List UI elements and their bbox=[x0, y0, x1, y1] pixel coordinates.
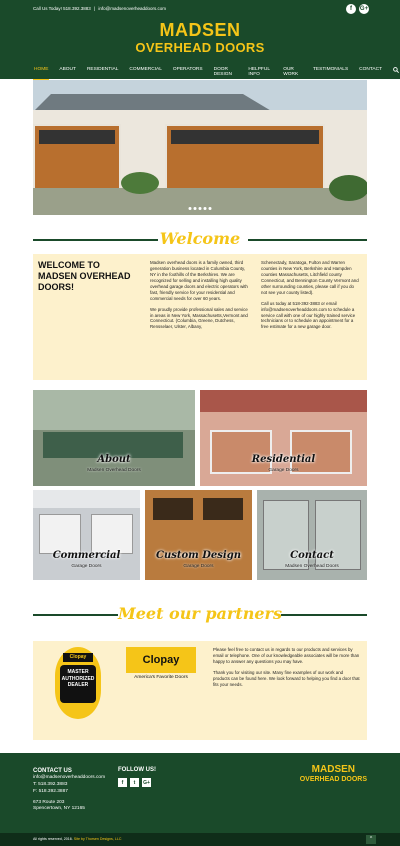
site-logo[interactable] bbox=[0, 21, 400, 54]
email-link[interactable]: info@madsenoverheaddoors.com bbox=[98, 6, 167, 11]
facebook-icon[interactable]: f bbox=[118, 778, 127, 787]
hero-bush-right bbox=[329, 175, 367, 201]
logo-line2: OVERHEAD DOORS bbox=[135, 40, 265, 55]
footer-contact-title: CONTACT US bbox=[33, 768, 72, 774]
copyright: All rights reserved, 2016. bbox=[33, 837, 73, 841]
footer-fax: F: 518.392.3887 bbox=[33, 788, 68, 794]
hero-slider[interactable] bbox=[33, 80, 367, 215]
tile-custom-design[interactable] bbox=[145, 490, 252, 580]
search-icon[interactable] bbox=[392, 67, 400, 80]
tile-residential-subtitle: Garage Doors bbox=[268, 468, 299, 473]
tile-residential-title: Residential bbox=[251, 454, 316, 465]
footer-email[interactable]: info@madsenoverheaddoors.com bbox=[33, 775, 106, 781]
main-nav bbox=[33, 67, 400, 80]
welcome-section bbox=[33, 254, 367, 380]
hero-bush bbox=[121, 172, 159, 194]
tile-custom-design-subtitle: Garage Doors bbox=[183, 564, 214, 569]
footer-social-icons bbox=[118, 778, 156, 787]
twitter-icon[interactable]: t bbox=[130, 778, 139, 787]
nav-contact[interactable]: CONTACT bbox=[359, 67, 382, 72]
welcome-paragraph: Madsen overhead doors is a family owned, third generation business located in Columbia County, NY in the foothills of the Berkshires. We are recognized for selling and installing high quality overhead garage doors and electric operators with fast, friendly service for your residential and commercial needs for over 60 years. bbox=[150, 260, 248, 301]
welcome-col-1 bbox=[150, 260, 250, 335]
tile-about-title: About bbox=[97, 454, 131, 465]
nav-testimonials[interactable]: TESTIMONIALS bbox=[312, 67, 349, 72]
partners-paragraph: Thank you for visiting our site. Many fine examples of our work and products can be found here. We look forward to helping you find a door that fits your needs. bbox=[213, 669, 360, 687]
footer-street: 673 Route 203 bbox=[33, 799, 65, 805]
welcome-col-2 bbox=[261, 260, 361, 335]
welcome-heading bbox=[33, 229, 367, 251]
tile-residential[interactable] bbox=[200, 390, 367, 486]
welcome-title: WELCOME TO MADSEN OVERHEAD DOORS! bbox=[38, 260, 131, 292]
site-footer bbox=[0, 753, 400, 833]
call-text: Call Us Today! 518.392.3883 bbox=[33, 6, 91, 11]
nav-residential[interactable]: RESIDENTIAL bbox=[86, 67, 119, 72]
tile-commercial-subtitle: Garage Doors bbox=[71, 564, 102, 569]
partners-text bbox=[213, 647, 361, 693]
nav-about[interactable]: ABOUT bbox=[59, 67, 76, 72]
copyright-text bbox=[33, 837, 121, 841]
footer-city: Spencertown, NY 12165 bbox=[33, 806, 85, 812]
badge-line2: AUTHORIZED bbox=[61, 675, 95, 682]
nav-operators[interactable]: OPERATORS bbox=[172, 67, 203, 72]
tile-about-subtitle: Madsen Overhead Doors bbox=[87, 468, 141, 473]
footer-contact bbox=[33, 767, 105, 813]
welcome-paragraph: We proudly provide professional sales and service in areas in New York, Massachusetts,Vermont and Connecticut. (Columbia, Greene, Dutchess, Rensselaer, Ulster, Albany, bbox=[150, 306, 248, 330]
site-header bbox=[0, 0, 400, 79]
partners-heading-text: Meet our partners bbox=[118, 604, 282, 623]
hero-garage-door-left bbox=[33, 124, 121, 190]
google-plus-icon[interactable]: G+ bbox=[143, 779, 150, 786]
hero-ground bbox=[33, 188, 367, 215]
slider-dot[interactable] bbox=[189, 207, 192, 210]
copyright-bar bbox=[0, 833, 400, 846]
footer-follow bbox=[118, 767, 156, 787]
slider-dot[interactable] bbox=[204, 207, 207, 210]
footer-logo-line1: MADSEN bbox=[311, 764, 356, 775]
tile-contact[interactable] bbox=[257, 490, 367, 580]
slider-dots[interactable] bbox=[189, 207, 212, 210]
slider-dot[interactable] bbox=[199, 207, 202, 210]
badge-brand: Clopay bbox=[63, 653, 93, 662]
slider-dot[interactable] bbox=[194, 207, 197, 210]
welcome-heading-text: Welcome bbox=[159, 229, 241, 248]
partners-paragraph: Please feel free to contact us in regards to our products and services by email or telephone. One of our knowledgeable associates will be more than happy to answer any questions you may have. bbox=[213, 647, 360, 664]
tile-contact-title: Contact bbox=[290, 550, 334, 561]
footer-follow-title: FOLLOW US! bbox=[118, 767, 156, 773]
back-to-top-button[interactable]: ^ bbox=[366, 835, 376, 844]
clopay-tagline: America's Favorite Doors bbox=[134, 675, 188, 680]
tile-contact-subtitle: Madsen Overhead Doors bbox=[285, 564, 339, 569]
badge-line1: MASTER bbox=[67, 669, 89, 675]
footer-logo[interactable] bbox=[300, 765, 367, 783]
tile-commercial[interactable] bbox=[33, 490, 140, 580]
nav-home[interactable]: HOME bbox=[33, 67, 49, 80]
facebook-icon[interactable]: f bbox=[346, 4, 356, 14]
tile-commercial-title: Commercial bbox=[52, 550, 121, 561]
nav-our-work[interactable]: OUR WORK bbox=[283, 67, 299, 77]
clopay-dealer-badge[interactable] bbox=[55, 647, 101, 719]
partners-heading bbox=[33, 604, 367, 626]
badge-inner bbox=[60, 665, 96, 703]
google-plus-icon[interactable]: G+ bbox=[359, 6, 369, 12]
footer-phone: T: 518.392.3883 bbox=[33, 782, 68, 788]
designer-credit-link[interactable]: Site by Thorsen Designs, LLC bbox=[73, 837, 122, 841]
social-links-top bbox=[346, 4, 369, 14]
tile-about[interactable] bbox=[33, 390, 195, 486]
nav-door-design[interactable]: DOOR DESIGN bbox=[213, 67, 233, 77]
topbar-separator: | bbox=[93, 6, 96, 11]
nav-helpful-info[interactable]: HELPFUL INFO bbox=[248, 67, 270, 77]
clopay-logo[interactable] bbox=[126, 647, 196, 681]
welcome-paragraph: Schenectady, Saratoga, Fulton and Warren counties in New York, Berkshire and Hampden counties Massachusetts, Litchfield county Connecticut, and Bennington County Vermont and other surrounding counties, please call if you do not see your county listed). bbox=[261, 260, 359, 295]
nav-commercial[interactable]: COMMERCIAL bbox=[129, 67, 162, 72]
badge-line3: DEALER bbox=[67, 682, 89, 688]
welcome-paragraph: Call us today at 518-392-3883 or email info@madsenoverheaddoors.com to schedule a service call with one of our highly trained service technicians or to schedule an appointment for a free estimate for a new garage door. bbox=[261, 300, 356, 330]
slider-dot[interactable] bbox=[209, 207, 212, 210]
clopay-name: Clopay bbox=[142, 654, 180, 666]
clopay-logo-box bbox=[126, 647, 196, 673]
partners-section bbox=[33, 641, 367, 740]
hero-garage-door-right bbox=[165, 124, 325, 190]
topbar bbox=[33, 6, 168, 11]
tile-custom-design-title: Custom Design bbox=[156, 550, 241, 561]
footer-logo-line2: OVERHEAD DOORS bbox=[299, 776, 367, 783]
logo-line1: MADSEN bbox=[159, 20, 241, 40]
